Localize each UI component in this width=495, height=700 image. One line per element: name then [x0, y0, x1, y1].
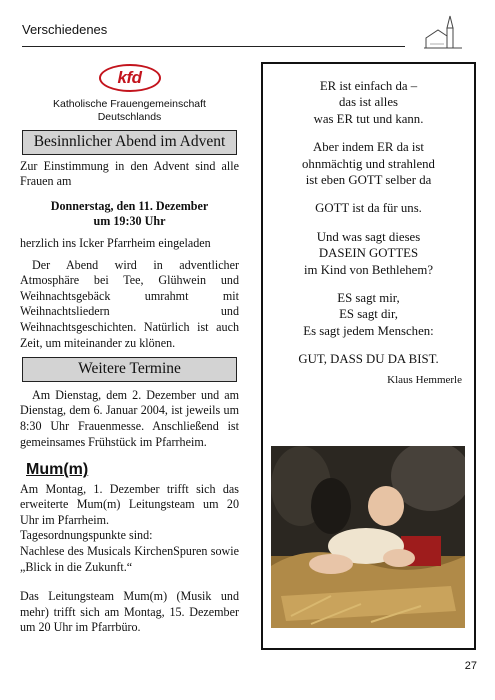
poem-line: GOTT ist da für uns.	[315, 201, 422, 216]
intro-paragraph: Zur Einstimmung in den Advent sind alle Frauen am	[20, 158, 239, 189]
event-date-line1: Donnerstag, den 11. Dezember	[50, 198, 209, 213]
poem-line: ES sagt mir,	[337, 291, 400, 306]
org-name-line1: Katholische Frauengemeinschaft	[53, 98, 206, 110]
nativity-photo	[271, 446, 465, 628]
poem-stanza-1	[263, 78, 474, 127]
heading-further-dates: Weitere Termine	[22, 357, 237, 382]
org-name-line2: Deutschlands	[97, 111, 162, 123]
poem-line: ist eben GOTT selber da	[305, 173, 432, 188]
invitation-paragraph: herzlich ins Icker Pfarrheim eingeladen	[20, 235, 211, 250]
poem	[263, 78, 474, 368]
poem-stanza-2	[263, 139, 474, 188]
poem-line: GUT, DASS DU DA BIST.	[298, 352, 439, 367]
poem-line: Es sagt jedem Menschen:	[303, 323, 434, 338]
header-rule	[22, 46, 405, 47]
poem-line: ohnmächtig und strahlend	[302, 156, 435, 171]
section-title: Verschiedenes	[22, 22, 108, 37]
mumm-heading: Mum(m)	[26, 461, 89, 479]
page-number: 27	[464, 660, 477, 672]
poem-line: ES sagt dir,	[339, 307, 398, 322]
event-time-line: um 19:30 Uhr	[93, 214, 166, 229]
poem-stanza-5	[263, 290, 474, 339]
poem-line: das ist alles	[339, 95, 398, 110]
poem-stanza-3	[263, 200, 474, 216]
poem-line: DASEIN GOTTES	[318, 246, 419, 261]
poem-line: ER ist einfach da –	[319, 79, 418, 93]
event-date	[20, 199, 239, 230]
poem-stanza-4	[263, 229, 474, 278]
poem-line: im Kind von Bethlehem?	[303, 262, 433, 277]
kfd-logo-text: kfd	[117, 68, 142, 88]
poem-author: Klaus Hemmerle	[387, 373, 462, 386]
poem-line: Aber indem ER da ist	[313, 140, 424, 155]
leadership-paragraph: Das Leitungsteam Mum(m) (Musik und mehr) trifft sich am Montag, 15. Dezember um 20 Uhr im Pfarrbüro.	[20, 589, 239, 635]
heading-advent-evening: Besinnlicher Abend im Advent	[22, 130, 237, 155]
mass-paragraph: Am Dienstag, dem 2. Dezember und am Dienstag, dem 6. Januar 2004, ist jeweils um 8:30 Uhr Frauenmesse. Anschließend ist gemeinsames Frühstück im Pfarrheim.	[20, 387, 239, 449]
kfd-logo	[99, 64, 161, 92]
agenda-label: Tagesordnungspunkte sind:	[20, 528, 153, 543]
agenda-items: Nachlese des Musicals KirchenSpuren sowie „Blick in die Zukunft.“	[20, 544, 239, 574]
left-column	[20, 64, 239, 636]
poem-box	[261, 62, 476, 650]
evening-description: Der Abend wird in adventlicher Atmosphäre bei Tee, Glühwein und Weihnachtsgebäck umrahmt mit Weihnachtsliedern und Weihnachtsgeschichten. Natürlich ist auch Zeit, um miteinander zu klönen.	[20, 257, 239, 350]
poem-line: was ER tut und kann.	[313, 111, 424, 126]
mumm-paragraph: Am Montag, 1. Dezember trifft sich das erweiterte Mum(m) Leitungsteam um 20 Uhr im Pfarrheim.	[20, 481, 239, 527]
poem-stanza-6	[263, 351, 474, 367]
org-name	[20, 98, 239, 124]
church-logo-icon	[420, 14, 466, 54]
poem-line: Und was sagt dieses	[316, 229, 421, 244]
